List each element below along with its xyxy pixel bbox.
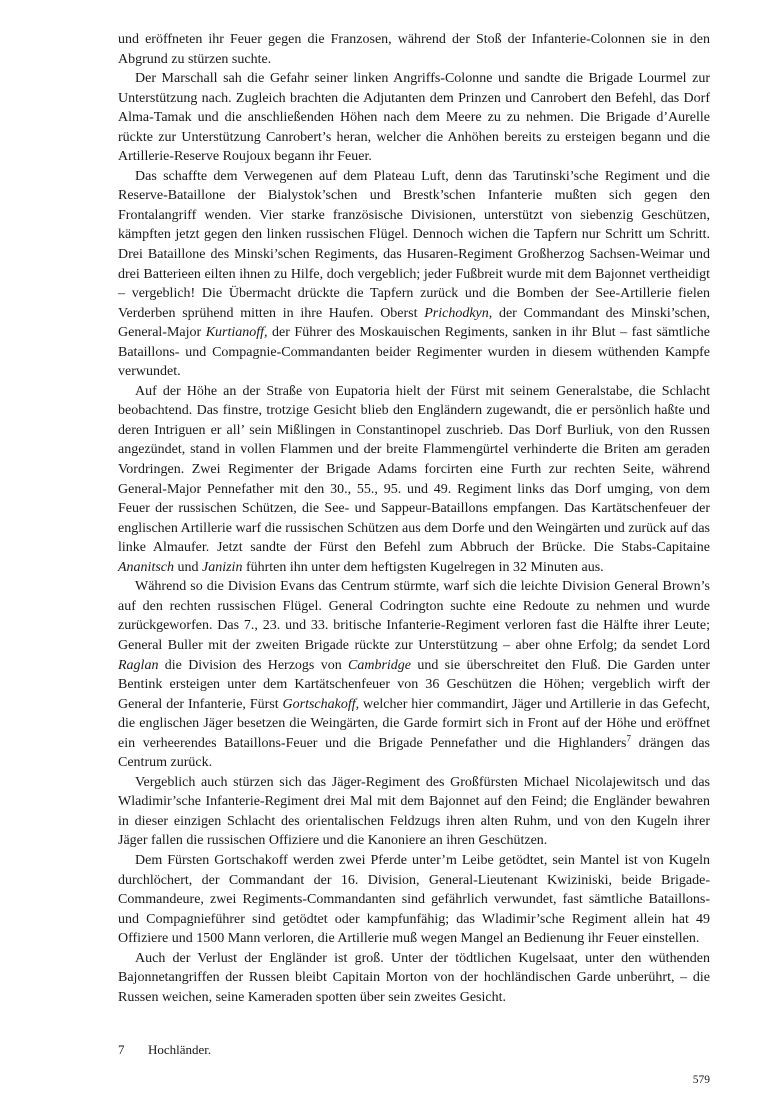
text-run: Das schaffte dem Verwegenen auf dem Plateau Luft, denn das Tarutinski’sche Regiment und die Reserve-Bataillone der Bialystok’schen und Brestk’schen Infanterie mußten sich gegen den Frontalangriff wenden. Vier starke französische Divisionen, unterstützt von siebenzig Geschützen, kämpften jetzt gegen den linken russischen Flügel. Dennoch wichen die Tapfern nur Schritt um Schritt. Drei Bataillone des Minski’schen Regiments, das Husaren-Regiment Großherzog Sachsen-Weimar und drei Batterieen eilten ihnen zu Hilfe, doch vergeblich; jeder Fußbreit wurde mit dem Bajonnet vertheidigt – vergeblich! Die Übermacht drückte die Tapfern zurück und die Bomben der See-Artillerie fielen Verderben sprühend mitten in ihre Haufen. Oberst <box>118 168 710 321</box>
text-run: Dem Fürsten Gortschakoff werden zwei Pferde unter’m Leibe getödtet, sein Mantel ist von Kugeln durchlöchert, der Commandant der 16. Division, General-Lieutenant Kwiziniski, beide Brigade-Commandeure, zwei Regiments-Commandanten sind gefährlich verwundet, fast sämtliche Bataillons- und Compagnieführer sind getödtet oder kampfunfähig; das Wladimir’sche Regiment allein hat 49 Offiziere und 1500 Mann verloren, die Artillerie muß wegen Mangel an Bedienung ihr Feuer einstellen. <box>118 852 710 947</box>
paragraph <box>118 577 710 772</box>
body-text <box>118 30 710 1007</box>
footnote-text: Hochländer. <box>148 1042 212 1057</box>
paragraph <box>118 773 710 851</box>
text-run: und <box>174 559 202 575</box>
paragraph <box>118 167 710 382</box>
italic-name-run: Kurtianoff, <box>205 325 268 341</box>
text-run: und sie überschreitet den Fluß. Die Garden unter Bentink ersteigen unter dem Kartätschenfeuer von 36 Geschützen die Höhen; vergeblich wirft der General der Infanterie, Fürst <box>118 657 710 712</box>
text-run: die Division des Herzogs von <box>158 657 349 673</box>
text-run: Vergeblich auch stürzen sich das Jäger-Regiment des Großfürsten Michael Nicolajewitsch und das Wladimir’sche Infanterie-Regiment drei Mal mit dem Bajonnet auf den Feind; die Engländer bewahren in dieser einzigen Schlacht des orientalischen Feldzugs ihren alten Ruhm, und von den Kugeln ihrer Jäger fallen die russischen Offiziere und die Kanoniere an ihren Geschützen. <box>118 774 710 849</box>
page-number: 579 <box>692 1074 710 1086</box>
text-run: Auch der Verlust der Engländer ist groß. Unter der tödtlichen Kugelsaat, unter den wüthenden Bajonnetangriffen der Russen bleibt Capitain Morton von der hochländischen Garde unberührt, – die Russen weichen, seine Kameraden spotten über sein zweites Gesicht. <box>118 950 710 1005</box>
text-run: Während so die Division Evans das Centrum stürmte, warf sich die leichte Division General Brown’s auf den rechten russischen Flügel. General Codrington suchte eine Redoute zu nehmen und wurde zurückgeworfen. Das 7., 23. und 33. britische Infanterie-Regiment verloren fast die Hälfte ihrer Leute; General Buller mit der zweiten Brigade rückte zur Unterstützung – aber ohne Erfolg; da sendet Lord <box>118 579 710 653</box>
text-run: Auf der Höhe an der Straße von Eupatoria hielt der Fürst mit seinem Generalstabe, die Schlacht beobachtend. Das finstre, trotzige Gesicht blieb den Engländern zugewandt, die er persönlich haßte und deren Intriguen er all’ sein Mißlingen in Constantinopel zuschrieb. Das Dorf Burliuk, von den Russen angezündet, stand in vollen Flammen und der breite Flammengürtel verhinderte die Briten am geraden Vordringen. Zwei Regimenter der Brigade Adams forcirten eine Furth zur rechten Seite, während General-Major Pennefather mit den 30., 55., 95. und 49. Regiment links das Dorf umging, von dem Feuer der russischen Schützen, die See- und Sappeur-Bataillons empfangen. Das Kartätschenfeuer der englischen Artillerie warf die russischen Schützen aus dem Dorfe und den Weingärten und zurück auf das linke Almaufer. Jetzt sandte der Fürst den Befehl zum Abbruch der Brücke. Die Stabs-Capitaine <box>118 383 710 556</box>
text-run: führten ihn unter dem heftigsten Kugelregen in 32 Minuten aus. <box>242 559 604 575</box>
footnote <box>118 1041 710 1058</box>
italic-name-run: Cambridge <box>348 657 412 673</box>
text-run: der Commandant des Minski’schen, General-Major <box>118 305 710 341</box>
paragraph <box>118 949 710 1008</box>
footnote-reference: 7 <box>626 733 632 744</box>
paragraph <box>118 69 710 167</box>
paragraph <box>118 382 710 577</box>
footnote-marker: 7 <box>118 1042 125 1057</box>
text-run: Der Marschall sah die Gefahr seiner linken Angriffs-Colonne und sandte die Brigade Lourmel zur Unterstützung nach. Zugleich brachten die Adjutanten dem Prinzen und Canrobert den Befehl, das Dorf Alma-Tamak und die anschließenden Höhen nach dem Meere zu zu nehmen. Die Brigade d’Aurelle rückte zur Unterstützung Canrobert’s heran, welcher die Anhöhen bereits zu ersteigen begann und die Artillerie-Reserve Roujoux begann ihr Feuer. <box>118 71 710 165</box>
paragraph <box>118 851 710 949</box>
italic-name-run: Ananitsch <box>118 559 174 575</box>
italic-name-run: Prichodkyn, <box>424 305 493 321</box>
text-run: der Führer des Moskauischen Regiments, sanken in ihr Blut – fast sämtliche Bataillons- und Compagnie-Commandanten beider Regimenter wurden in diesem wüthenden Kampfe verwundet. <box>118 325 710 380</box>
italic-name-run: Gortschakoff, <box>282 696 360 712</box>
italic-name-run: Raglan <box>118 657 159 673</box>
italic-name-run: Janizin <box>202 559 243 575</box>
text-run: welcher hier commandirt, Jäger und Artillerie in das Gefecht, die englischen Jäger besetzen die Weingärten, die Garde formirt sich in Front auf der Höhe und eröffnet ein verheerendes Bataillons-Feuer und die Brigade Pennefather und die Highlanders <box>118 696 711 751</box>
text-run: drängen das Centrum zurück. <box>118 735 710 771</box>
paragraph <box>118 30 710 69</box>
text-run: und eröffneten ihr Feuer gegen die Franzosen, während der Stoß der Infanterie-Colonnen sie in den Abgrund zu stürzen suchte. <box>118 32 710 67</box>
